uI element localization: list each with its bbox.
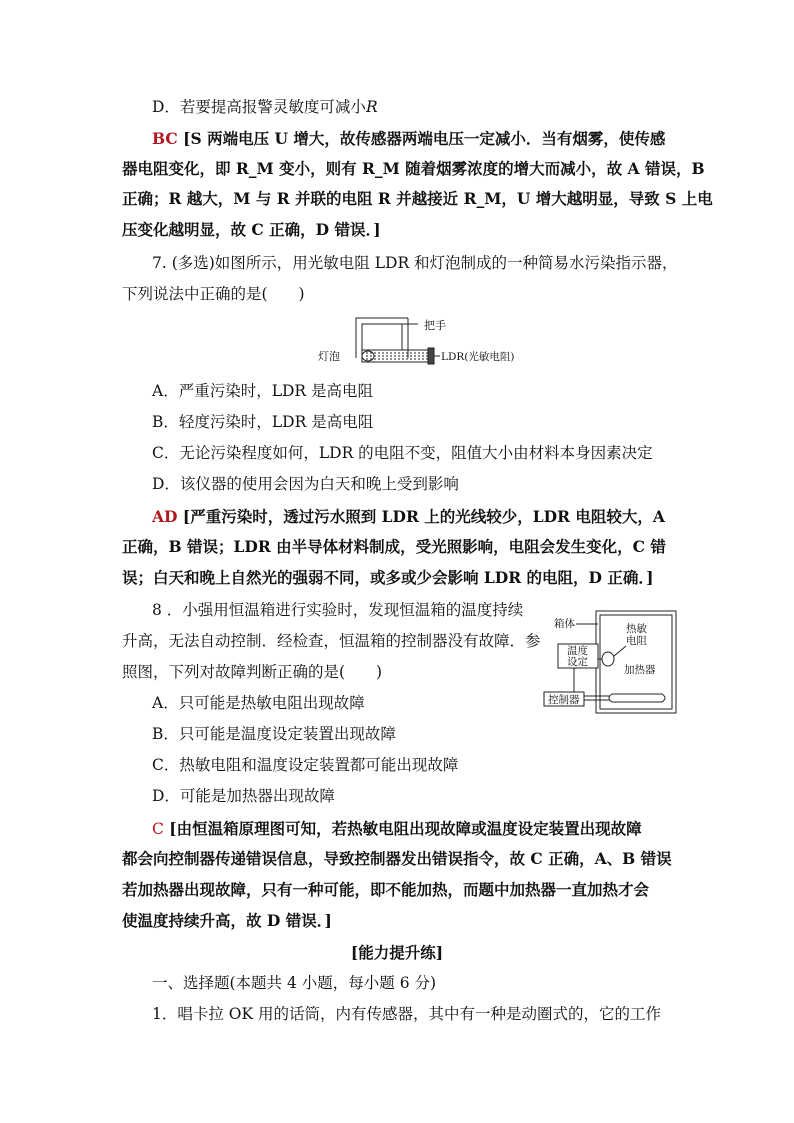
q6-explanation-line-2: 器电阻变化，即 R_M 变小，则有 R_M 随着烟雾浓度的增大而减小，故 A 错误，B: [122, 159, 705, 178]
section-title: [能力提升练]: [350, 943, 444, 962]
q6-option-d-var: R: [365, 98, 378, 116]
q8-box-label: 箱体: [554, 618, 575, 630]
q8-setting-label-1: 温度: [567, 645, 588, 657]
q8-thermistor-label-2: 电阻: [626, 635, 647, 647]
q8-explanation-line-1: [由恒温箱原理图可知，若热敏电阻出现故障或温度设定装置出现故障: [169, 819, 642, 838]
q7-bulb-label: 灯泡: [318, 350, 340, 363]
q8-thermistor-label-1: 热敏: [626, 623, 647, 635]
q7-figure: [318, 312, 518, 370]
q7-ldr: [428, 348, 434, 364]
q7-water-channel: [362, 350, 432, 362]
q7-explanation-line-1: [严重污染时，透过污水照到 LDR 上的光线较少，LDR 电阻较大，A: [182, 507, 665, 526]
q8-setting-label-2: 设定: [567, 656, 588, 668]
q7-explanation-line-3: 误；白天和晚上自然光的强弱不同，或多或少会影响 LDR 的电阻，D 正确．]: [122, 568, 654, 587]
q8-controller-label: 控制器: [548, 694, 580, 706]
q7-option-a: A．严重污染时，LDR 是高电阻: [152, 382, 374, 400]
q8-explanation-line-3: 若加热器出现故障，只有一种可能，即不能加热，而题中加热器一直加热才会: [122, 880, 650, 899]
q8-option-b: B．只可能是温度设定装置出现故障: [152, 725, 396, 743]
q8-answer-letters: C: [152, 820, 164, 838]
q6-option-d: [152, 96, 378, 118]
q7-handle-label: 把手: [424, 319, 446, 332]
q7-handle-tube-inner: [362, 324, 408, 350]
q6-option-d-text: D．若要提高报警灵敏度可减小: [152, 98, 366, 116]
q7-option-d: D．该仪器的使用会因为白天和晚上受到影响: [152, 475, 459, 493]
q7-option-b: B．轻度污染时，LDR 是高电阻: [152, 413, 374, 431]
q8-thermistor: [602, 652, 614, 666]
q6-answer-line-1: [152, 128, 665, 150]
q6-explanation-line-1: [S 两端电压 U 增大，故传感器两端电压一定减小．当有烟雾，使传感: [183, 129, 666, 148]
q6-answer-letters: BC: [152, 129, 178, 148]
q8-heater-label: 加热器: [624, 664, 656, 676]
q7-answer-line-1: [152, 506, 665, 528]
q8-thermistor-leader: [614, 646, 626, 656]
q8-heater: [609, 694, 665, 702]
q7-answer-letters: AD: [152, 507, 178, 526]
q7-stem-line-1: 7. (多选)如图所示，用光敏电阻 LDR 和灯泡制成的一种简易水污染指示器，: [152, 254, 678, 272]
section-q1-stem: 1．唱卡拉 OK 用的话筒，内有传感器，其中有一种是动圈式的，它的工作: [152, 1005, 662, 1023]
q8-explanation-line-2: 都会向控制器传递错误信息，导致控制器发出错误指令，故 C 正确，A、B 错误: [122, 849, 672, 868]
q7-stem-line-2: 下列说法中正确的是( ): [122, 285, 305, 303]
q8-answer-line-1: [152, 818, 642, 840]
section-subtitle: 一、选择题(本题共 4 小题，每小题 6 分): [152, 974, 437, 992]
q7-explanation-line-2: 正确，B 错误；LDR 由半导体材料制成，受光照影响，电阻会发生变化，C 错: [122, 537, 666, 556]
q8-stem-line-1: 8 ．小强用恒温箱进行实验时，发现恒温箱的温度持续: [152, 601, 524, 619]
q7-ldr-label: LDR(光敏电阻): [441, 351, 515, 363]
q8-stem-line-3: 照图，下列对故障判断正确的是( ): [122, 663, 383, 681]
q8-option-d: D．可能是加热器出现故障: [152, 787, 335, 805]
q7-option-c: C．无论污染程度如何，LDR 的电阻不变，阻值大小由材料本身因素决定: [152, 444, 653, 462]
q8-explanation-line-4: 使温度持续升高，故 D 错误．]: [122, 911, 332, 930]
q6-explanation-line-3: 正确；R 越大，M 与 R 并联的电阻 R 并越接近 R_M，U 增大越明显，导致 S 上电: [122, 189, 713, 208]
q8-stem-line-2: 升高，无法自动控制．经检查，恒温箱的控制器没有故障．参: [122, 632, 541, 650]
q8-option-a: A．只可能是热敏电阻出现故障: [152, 694, 365, 712]
q6-explanation-line-4: 压变化越明显，故 C 正确，D 错误．]: [122, 220, 381, 239]
q8-option-c: C．热敏电阻和温度设定装置都可能出现故障: [152, 756, 459, 774]
q8-figure: [540, 608, 680, 716]
